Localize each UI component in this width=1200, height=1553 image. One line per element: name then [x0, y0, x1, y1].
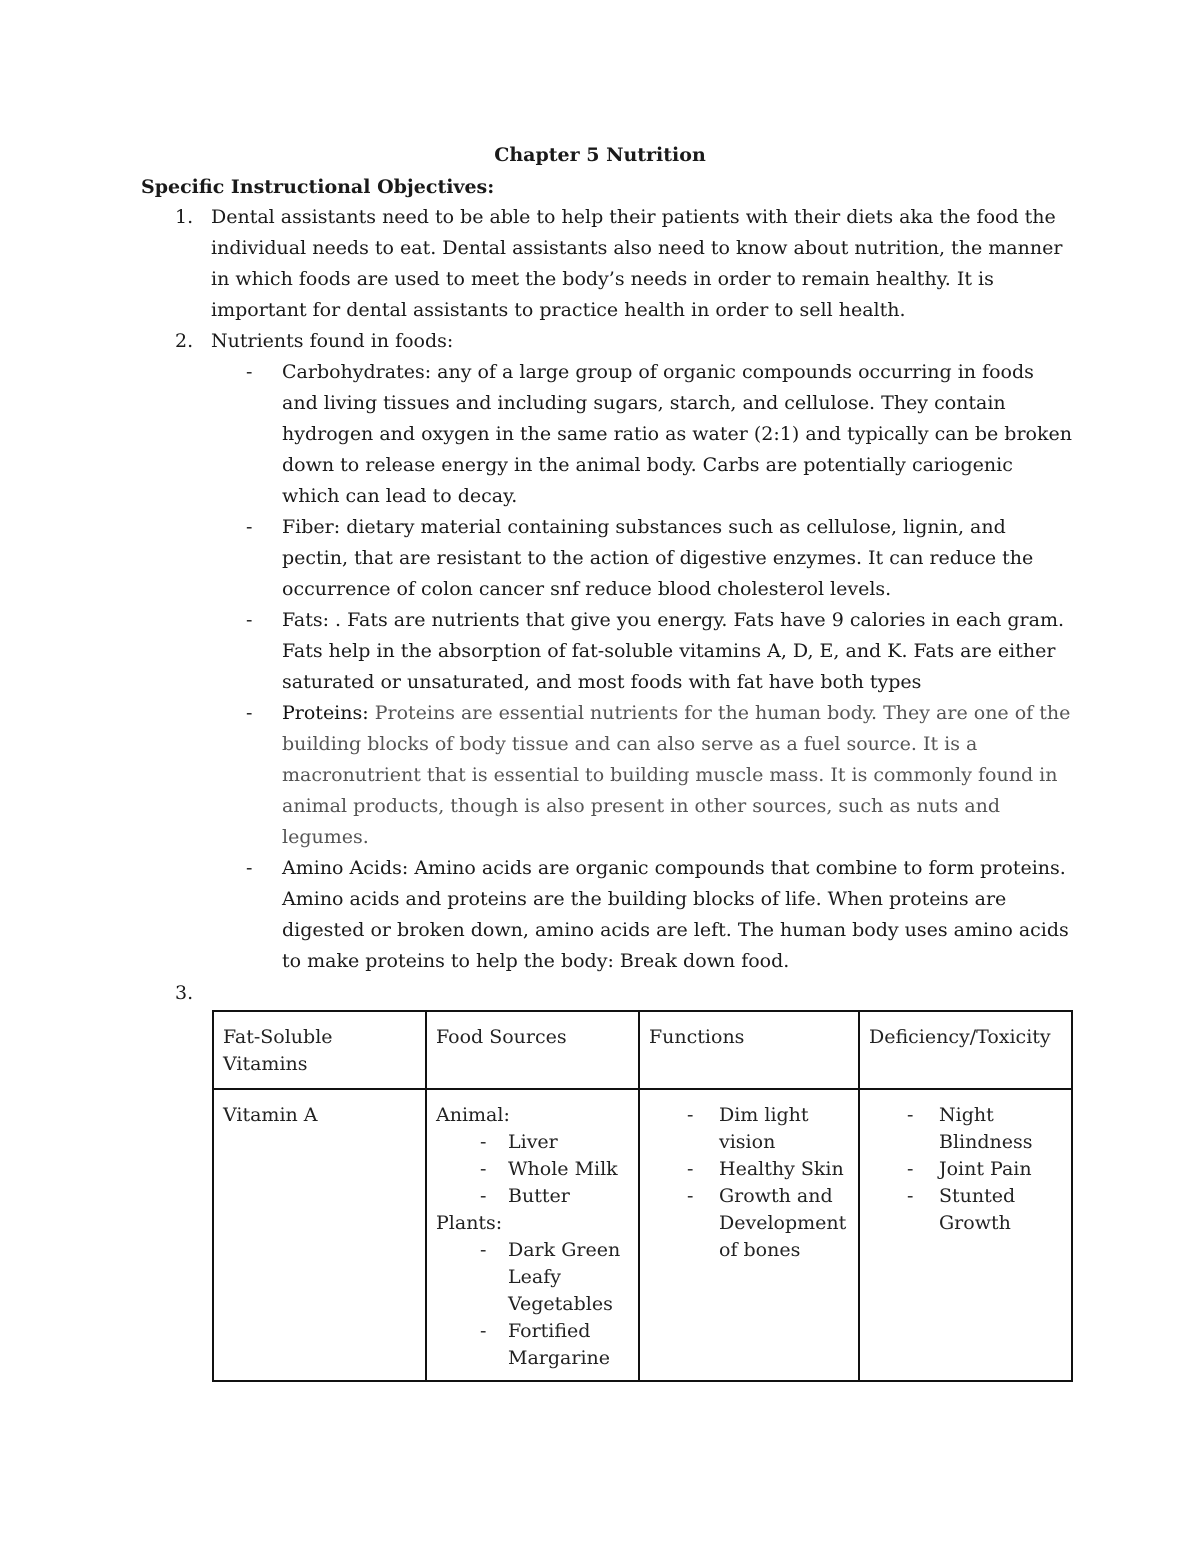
table-header-row [213, 1011, 1072, 1089]
page-title: Chapter 5 Nutrition [494, 144, 706, 166]
nutrient-term: Fiber: [282, 516, 341, 538]
section-subtitle: Specific Instructional Objectives: [141, 176, 495, 198]
functions-list [649, 1102, 850, 1264]
list-item-text: Nutrients found in foods: [211, 330, 454, 352]
list-item: - Night Blindness [907, 1104, 1033, 1153]
list-item: - Dim light vision [687, 1104, 809, 1153]
animal-label: Animal: [436, 1104, 510, 1126]
table-row [213, 1089, 1072, 1381]
list-item [0, 202, 1071, 326]
list-number: 2. [175, 330, 194, 352]
deficiency-cell [859, 1089, 1072, 1381]
list-item: - Dark Green Leafy Vegetables [480, 1239, 621, 1315]
nutrient-definition: Amino acids are organic compounds that combine to form proteins. Amino acids and proteins are the building blocks of life. When proteins are digested or broken down, amino acids are left. The human body uses amino acids to make proteins to help the body: Break down food. [282, 857, 1069, 972]
list-item-text: Dental assistants need to be able to help their patients with their diets aka the food the individual needs to eat. Dental assistants also need to know about nutrition, the manner in which foods are used to meet the body’s needs in order to remain healthy. It is important for dental assistants to practice health in order to sell health. [211, 206, 1063, 321]
list-item: - Healthy Skin [687, 1158, 844, 1180]
list-item: - Liver [480, 1131, 558, 1153]
plants-label: Plants: [436, 1212, 503, 1234]
list-item: - Butter [480, 1185, 570, 1207]
food-sources-cell [426, 1089, 639, 1381]
nutrient-item-carbohydrates [0, 357, 1072, 512]
list-number: 3. [175, 982, 194, 1004]
animal-sources-list [436, 1129, 630, 1210]
list-number: 1. [175, 206, 194, 228]
dash-bullet: - [246, 609, 253, 631]
nutrient-definition: . Fats are nutrients that give you energy. Fats have 9 calories in each gram. Fats help in the absorption of fat-soluble vitamins A, D, E, and K. Fats are either saturated or unsaturated, and most foods with fat have both types [282, 609, 1064, 693]
objectives-list [0, 202, 1200, 977]
functions-cell [639, 1089, 859, 1381]
list-item: - Stunted Growth [907, 1185, 1016, 1234]
list-item: - Fortified Margarine [480, 1320, 610, 1369]
nutrient-item-fiber [0, 512, 1072, 605]
nutrient-term: Amino Acids: [282, 857, 409, 879]
table-header-cell: Functions [639, 1011, 859, 1089]
list-item: - Whole Milk [480, 1158, 618, 1180]
nutrient-definition: dietary material containing substances such as cellulose, lignin, and pectin, that are resistant to the action of digestive enzymes. It can reduce the occurrence of colon cancer snf reduce blood cholesterol levels. [282, 516, 1034, 600]
plant-sources-list [436, 1237, 630, 1372]
fat-soluble-vitamins-table [212, 1010, 1073, 1382]
list-item: - Growth and Development of bones [687, 1185, 847, 1261]
nutrient-item-proteins [0, 698, 1072, 853]
deficiency-list [869, 1102, 1063, 1237]
nutrient-item-fats [0, 605, 1072, 698]
table-header-cell: Fat-Soluble Vitamins [213, 1011, 426, 1089]
table-header-cell: Food Sources [426, 1011, 639, 1089]
nutrient-definition: Proteins are essential nutrients for the human body. They are one of the building blocks of body tissue and can also serve as a fuel source. It is a macronutrient that is essential to building muscle mass. It is commonly found in animal products, though is also present in other sources, such as nuts and legumes. [282, 702, 1071, 848]
nutrient-term: Proteins: [282, 702, 369, 724]
table-header-cell: Deficiency/Toxicity [859, 1011, 1072, 1089]
list-item [0, 326, 1071, 357]
dash-bullet: - [246, 361, 253, 383]
dash-bullet: - [246, 857, 253, 879]
list-item: - Joint Pain [907, 1158, 1032, 1180]
dash-bullet: - [246, 702, 253, 724]
vitamin-name-cell: Vitamin A [213, 1089, 426, 1381]
nutrient-term: Carbohydrates: [282, 361, 432, 383]
nutrient-definition: any of a large group of organic compounds occurring in foods and living tissues and including sugars, starch, and cellulose. They contain hydrogen and oxygen in the same ratio as water (2:1) and typically can be broken down to release energy in the animal body. Carbs are potentially cariogenic which can lead to decay. [282, 361, 1072, 507]
nutrient-term: Fats: [282, 609, 330, 631]
nutrient-item-amino-acids [0, 853, 1072, 977]
dash-bullet: - [246, 516, 253, 538]
